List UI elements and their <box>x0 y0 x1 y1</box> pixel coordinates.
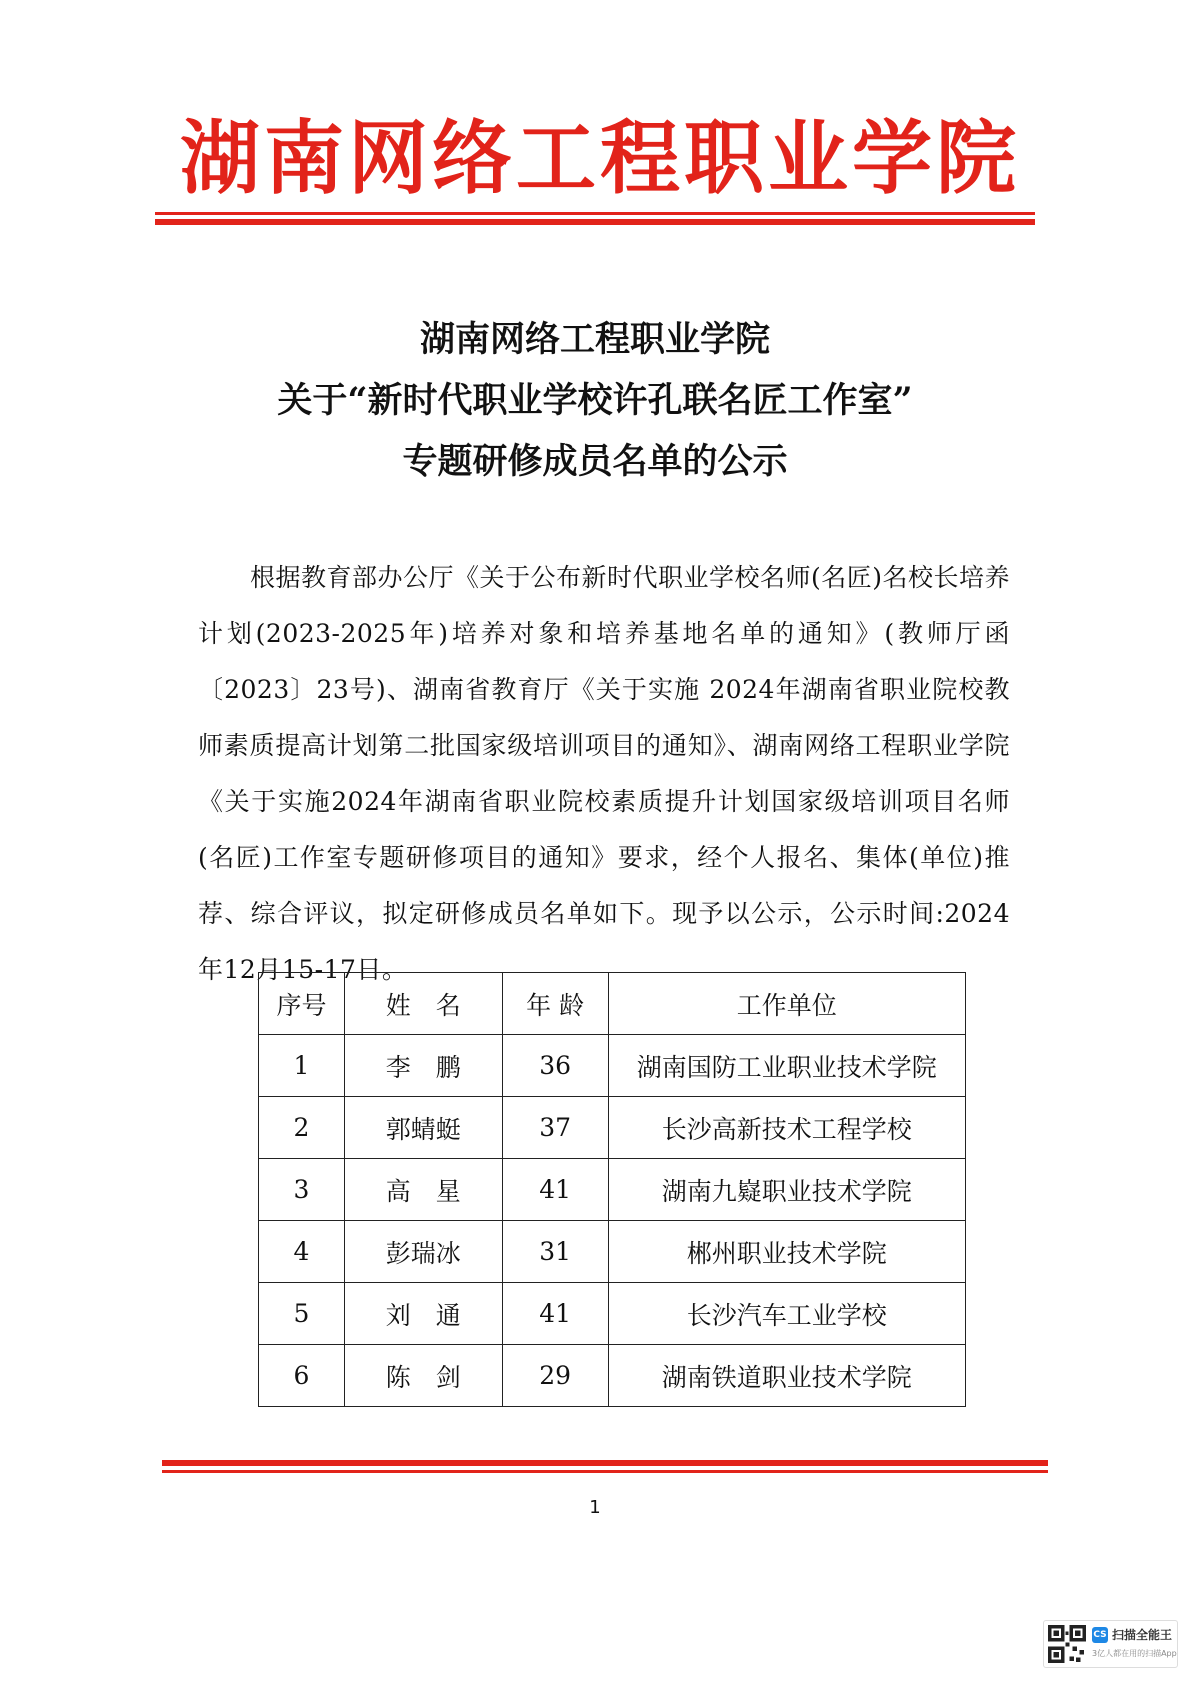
camscanner-logo-icon: CS <box>1092 1627 1108 1643</box>
header-serial: 序号 <box>259 973 345 1035</box>
cell-work-unit: 湖南九嶷职业技术学院 <box>608 1159 965 1221</box>
cell-age: 41 <box>502 1159 608 1221</box>
title-line-3: 专题研修成员名单的公示 <box>402 441 788 482</box>
title-line-2: 关于“新时代职业学校许孔联名匠工作室” <box>277 380 913 421</box>
footer-divider-thin <box>162 1470 1048 1473</box>
table-header-row <box>259 973 966 1035</box>
header-name: 姓 名 <box>344 973 502 1035</box>
watermark-tagline: 3亿人都在用的扫描App <box>1092 1649 1177 1658</box>
header-divider-thick <box>155 219 1035 225</box>
cell-age: 37 <box>502 1097 608 1159</box>
cell-work-unit: 湖南铁道职业技术学院 <box>608 1345 965 1407</box>
cell-age: 31 <box>502 1221 608 1283</box>
header-age: 年 龄 <box>502 973 608 1035</box>
cell-name: 刘 通 <box>344 1283 502 1345</box>
table-row <box>259 1345 966 1407</box>
header-divider-thin <box>155 212 1035 215</box>
table-row <box>259 1097 966 1159</box>
scanner-watermark <box>1043 1620 1178 1668</box>
cell-name: 李 鹏 <box>344 1035 502 1097</box>
table-row <box>259 1159 966 1221</box>
title-line-1: 湖南网络工程职业学院 <box>419 319 770 360</box>
member-table <box>258 972 966 1407</box>
announcement-paragraph: 根据教育部办公厅《关于公布新时代职业学校名师(名匠)名校长培养计划(2023-2025年)培养对象和培养基地名单的通知》(教师厅函〔2023〕23号)、湖南省教育厅《关于实施 2024年湖南省职业院校教师素质提高计划第二批国家级培训项目的通知》、湖南网络工程职业学院《关于实施2024年湖南省职业院校素质提升计划国家级培训项目名师(名匠)工作室专题研修项目的通知》要求，经个人报名、集体(单位)推荐、综合评议，拟定研修成员名单如下。现予以公示，公示时间:2024年12月15-17日。 <box>198 563 1011 984</box>
cell-work-unit: 湖南国防工业职业技术学院 <box>608 1035 965 1097</box>
footer-divider-thick <box>162 1460 1048 1466</box>
cell-name: 陈 剑 <box>344 1345 502 1407</box>
page-number: 1 <box>589 1497 601 1518</box>
cell-serial: 4 <box>259 1221 345 1283</box>
announcement-body <box>198 550 1010 998</box>
cell-name: 彭瑞冰 <box>344 1221 502 1283</box>
cell-work-unit: 郴州职业技术学院 <box>608 1221 965 1283</box>
cell-age: 29 <box>502 1345 608 1407</box>
qr-code-icon <box>1048 1625 1086 1663</box>
cell-serial: 2 <box>259 1097 345 1159</box>
cell-name: 高 星 <box>344 1159 502 1221</box>
watermark-app-name: 扫描全能王 <box>1112 1628 1173 1642</box>
institution-letterhead: 湖南网络工程职业学院 <box>180 111 1020 205</box>
table-row <box>259 1221 966 1283</box>
cell-serial: 5 <box>259 1283 345 1345</box>
cell-serial: 1 <box>259 1035 345 1097</box>
cell-work-unit: 长沙高新技术工程学校 <box>608 1097 965 1159</box>
cell-age: 36 <box>502 1035 608 1097</box>
cell-serial: 3 <box>259 1159 345 1221</box>
table-row <box>259 1283 966 1345</box>
cell-serial: 6 <box>259 1345 345 1407</box>
cell-work-unit: 长沙汽车工业学校 <box>608 1283 965 1345</box>
header-work-unit: 工作单位 <box>608 973 965 1035</box>
cell-name: 郭蜻蜓 <box>344 1097 502 1159</box>
cell-age: 41 <box>502 1283 608 1345</box>
table-row <box>259 1035 966 1097</box>
